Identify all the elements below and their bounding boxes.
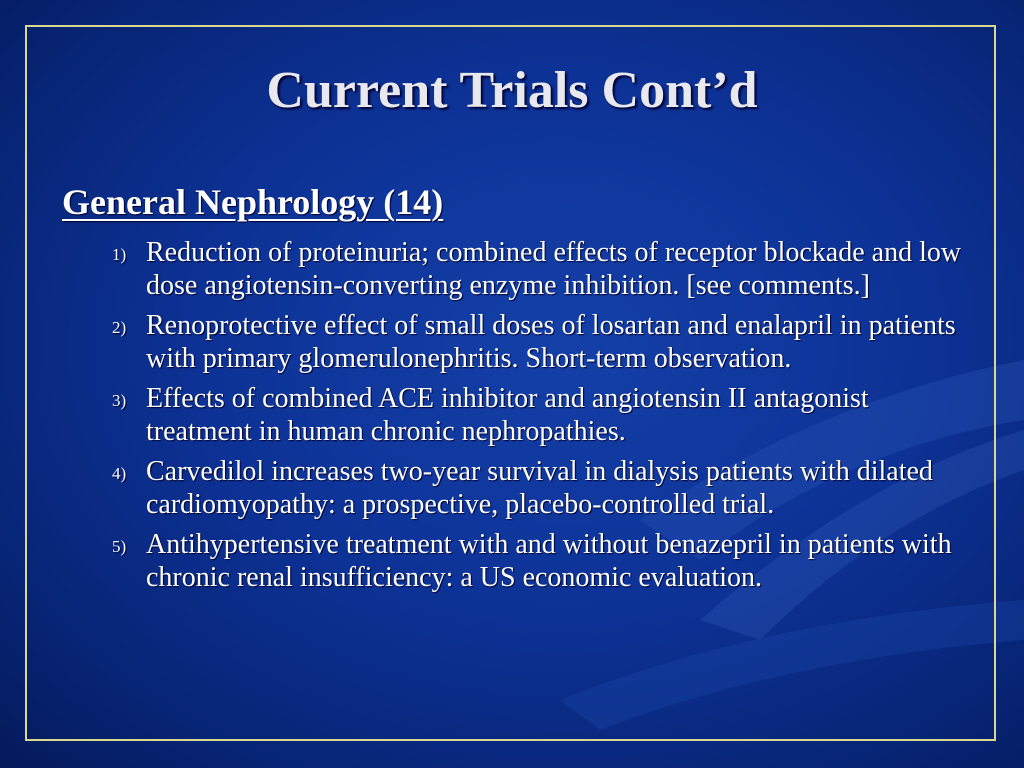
list-item (100, 309, 970, 375)
slide-title: Current Trials Cont’d (266, 62, 758, 119)
list-item-number: 5) (112, 537, 127, 556)
list-item (100, 528, 970, 594)
list-item-number: 1) (112, 245, 127, 264)
list-item-text: Antihypertensive treatment with and without benazepril in patients with chronic renal insufficiency: a US economic evaluation. (146, 529, 952, 593)
list-item-number: 2) (112, 318, 127, 337)
list-item-text: Carvedilol increases two-year survival in dialysis patients with dilated cardiomyopathy: a prospective, placebo-controlled trial. (146, 456, 933, 520)
list-item-text: Renoprotective effect of small doses of losartan and enalapril in patients with primary glomerulonephritis. Short-term observation. (146, 310, 956, 374)
trials-list (100, 236, 970, 601)
list-item (100, 455, 970, 521)
list-item-number: 4) (112, 464, 127, 483)
list-item-text: Reduction of proteinuria; combined effects of receptor blockade and low dose angiotensin-converting enzyme inhibition. [see comments.] (146, 237, 962, 301)
list-item-text: Effects of combined ACE inhibitor and angiotensin II antagonist treatment in human chronic nephropathies. (146, 383, 869, 447)
list-item-number: 3) (112, 391, 127, 410)
list-item (100, 236, 970, 302)
section-heading: General Nephrology (14) (62, 182, 444, 222)
list-item (100, 382, 970, 448)
